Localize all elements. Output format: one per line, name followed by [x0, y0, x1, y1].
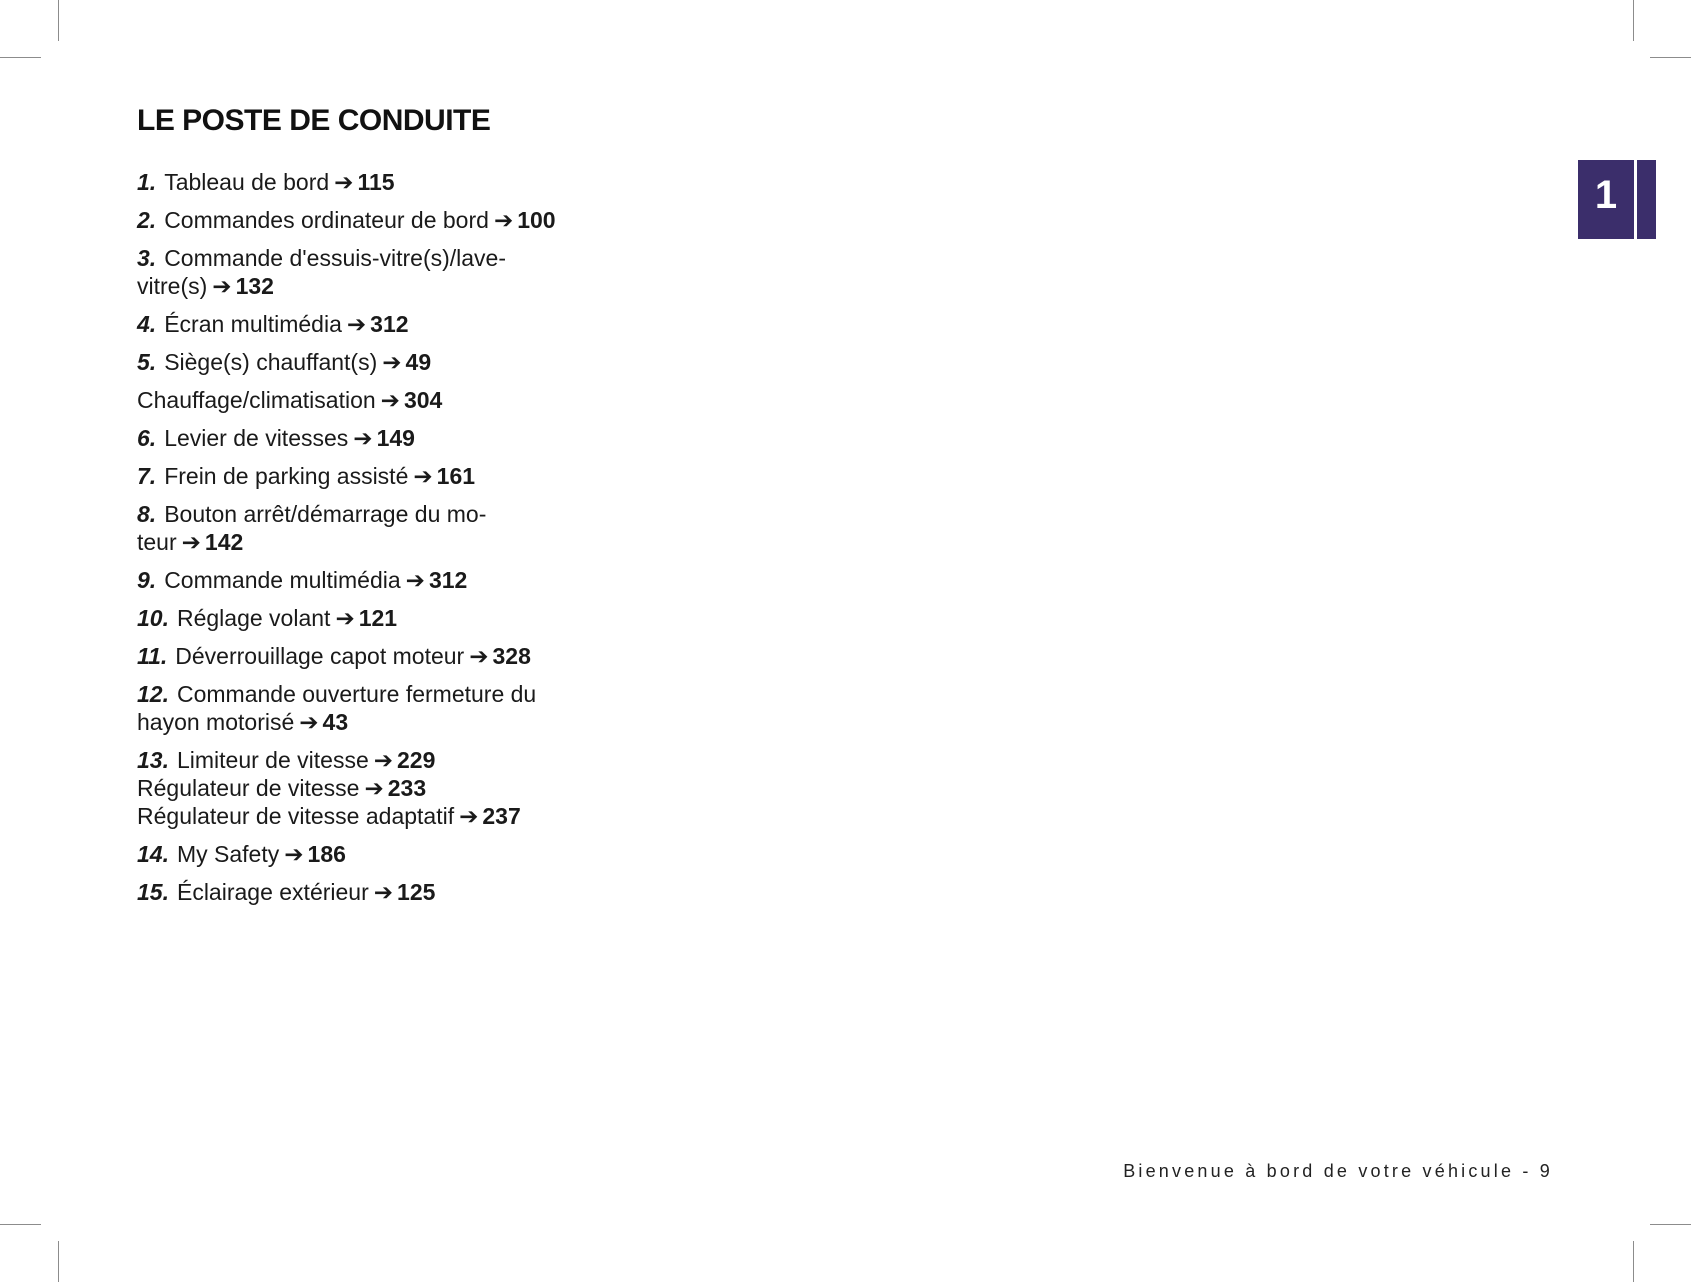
- item-label: Régulateur de vitesse: [137, 775, 360, 801]
- toc-line: [137, 310, 577, 338]
- toc-item: [137, 424, 577, 452]
- toc-line: [137, 206, 577, 234]
- toc-line: [137, 500, 577, 556]
- toc-line: [137, 348, 577, 376]
- toc-line: [137, 168, 577, 196]
- item-label: Levier de vitesses: [164, 425, 349, 451]
- item-number: 5.: [137, 349, 157, 375]
- right-arrow-icon: ➔: [299, 709, 319, 735]
- page-reference: 229: [397, 747, 436, 773]
- item-number: 12.: [137, 681, 169, 707]
- crop-mark: [1633, 0, 1634, 41]
- item-label: Limiteur de vitesse: [176, 747, 369, 773]
- crop-mark: [0, 57, 41, 58]
- item-number: 4.: [137, 311, 157, 337]
- item-number: 3.: [137, 245, 157, 271]
- item-number: 9.: [137, 567, 157, 593]
- toc-line: [137, 878, 577, 906]
- item-label: Siège(s) chauffant(s): [164, 349, 378, 375]
- item-label: Commande multimédia: [164, 567, 401, 593]
- toc-item: [137, 566, 577, 594]
- item-label: Écran multimédia: [164, 311, 342, 337]
- chapter-tab-gap: [1634, 160, 1637, 239]
- toc-item: [137, 168, 577, 196]
- toc-line: [137, 802, 577, 830]
- item-label: Commande ouverture fermeture du hayon motorisé: [137, 681, 537, 735]
- page-reference: 43: [322, 709, 349, 735]
- item-label: Tableau de bord: [164, 169, 330, 195]
- item-label: Éclairage extérieur: [176, 879, 369, 905]
- page-reference: 328: [492, 643, 531, 669]
- toc-line: [137, 424, 577, 452]
- toc-item: [137, 604, 577, 632]
- page-title: LE POSTE DE CONDUITE: [137, 104, 491, 137]
- item-label: Commande d'essuis-vitre(s)/lave-vitre(s): [137, 245, 507, 299]
- item-label: Commandes ordinateur de bord: [164, 207, 489, 233]
- right-arrow-icon: ➔: [181, 529, 201, 555]
- item-number: 14.: [137, 841, 169, 867]
- item-label: My Safety: [176, 841, 280, 867]
- toc-line: [137, 840, 577, 868]
- right-arrow-icon: ➔: [346, 311, 367, 337]
- item-number: 1.: [137, 169, 157, 195]
- toc-item: [137, 500, 577, 556]
- chapter-tab: [1578, 160, 1634, 239]
- toc-line: [137, 642, 577, 670]
- right-arrow-icon: ➔: [413, 463, 433, 489]
- page-reference: 132: [235, 273, 274, 299]
- page-reference: 142: [204, 529, 244, 555]
- page-reference: 125: [397, 879, 436, 905]
- item-number: 10.: [137, 605, 169, 631]
- page-reference: 115: [357, 169, 395, 195]
- toc-item: [137, 680, 577, 736]
- right-arrow-icon: ➔: [382, 349, 402, 375]
- toc-line: [137, 680, 577, 736]
- page-reference: 237: [482, 803, 521, 829]
- toc-line: [137, 244, 577, 300]
- right-arrow-icon: ➔: [380, 387, 400, 413]
- item-label: Régulateur de vitesse adaptatif: [137, 803, 455, 829]
- toc-item: [137, 310, 577, 338]
- toc-list: [137, 168, 577, 916]
- toc-line: [137, 604, 577, 632]
- crop-mark: [1633, 1241, 1634, 1282]
- item-label: Chauffage/climatisation: [137, 387, 376, 413]
- right-arrow-icon: ➔: [405, 567, 425, 593]
- item-number: 6.: [137, 425, 157, 451]
- page-footer: Bienvenue à bord de votre véhicule - 9: [1123, 1161, 1553, 1181]
- right-arrow-icon: ➔: [469, 643, 489, 669]
- page-reference: 149: [376, 425, 415, 451]
- right-arrow-icon: ➔: [334, 169, 354, 195]
- toc-line: [137, 746, 577, 774]
- toc-item: [137, 840, 577, 868]
- page-reference: 161: [436, 463, 476, 489]
- crop-mark: [0, 1224, 41, 1225]
- right-arrow-icon: ➔: [373, 747, 394, 773]
- page-reference: 312: [428, 567, 468, 593]
- right-arrow-icon: ➔: [364, 775, 384, 801]
- item-number: 2.: [137, 207, 157, 233]
- right-arrow-icon: ➔: [212, 273, 232, 299]
- item-label: Réglage volant: [176, 605, 331, 631]
- item-number: 11.: [137, 643, 168, 669]
- right-arrow-icon: ➔: [373, 879, 394, 905]
- toc-item: [137, 746, 577, 830]
- item-label: Déverrouillage capot moteur: [175, 643, 465, 669]
- page-reference: 121: [358, 605, 398, 631]
- item-number: 15.: [137, 879, 169, 905]
- item-number: 7.: [137, 463, 157, 489]
- toc-line: [137, 774, 577, 802]
- crop-mark: [1650, 57, 1691, 58]
- toc-line: [137, 462, 577, 490]
- toc-item: [137, 206, 577, 234]
- page-reference: 186: [307, 841, 346, 867]
- right-arrow-icon: ➔: [493, 207, 514, 233]
- toc-item: [137, 878, 577, 906]
- toc-item: [137, 642, 577, 670]
- page-reference: 233: [387, 775, 427, 801]
- toc-item: [137, 348, 577, 376]
- page-reference: 304: [403, 387, 443, 413]
- page-reference: 312: [370, 311, 409, 337]
- toc-item: [137, 386, 577, 414]
- toc-line: [137, 566, 577, 594]
- toc-line: [137, 386, 577, 414]
- crop-mark: [1650, 1224, 1691, 1225]
- right-arrow-icon: ➔: [335, 605, 355, 631]
- item-number: 8.: [137, 501, 157, 527]
- toc-item: [137, 244, 577, 300]
- crop-mark: [58, 1241, 59, 1282]
- page-reference: 100: [517, 207, 556, 233]
- item-label: Frein de parking assisté: [164, 463, 409, 489]
- crop-mark: [58, 0, 59, 41]
- item-label: Bouton arrêt/démarrage du mo-teur: [137, 501, 487, 555]
- item-number: 13.: [137, 747, 169, 773]
- toc-item: [137, 462, 577, 490]
- right-arrow-icon: ➔: [284, 841, 304, 867]
- chapter-tab-edge: [1634, 160, 1656, 239]
- right-arrow-icon: ➔: [459, 803, 479, 829]
- page-reference: 49: [405, 349, 432, 375]
- right-arrow-icon: ➔: [353, 425, 373, 451]
- chapter-number: 1: [1594, 173, 1618, 217]
